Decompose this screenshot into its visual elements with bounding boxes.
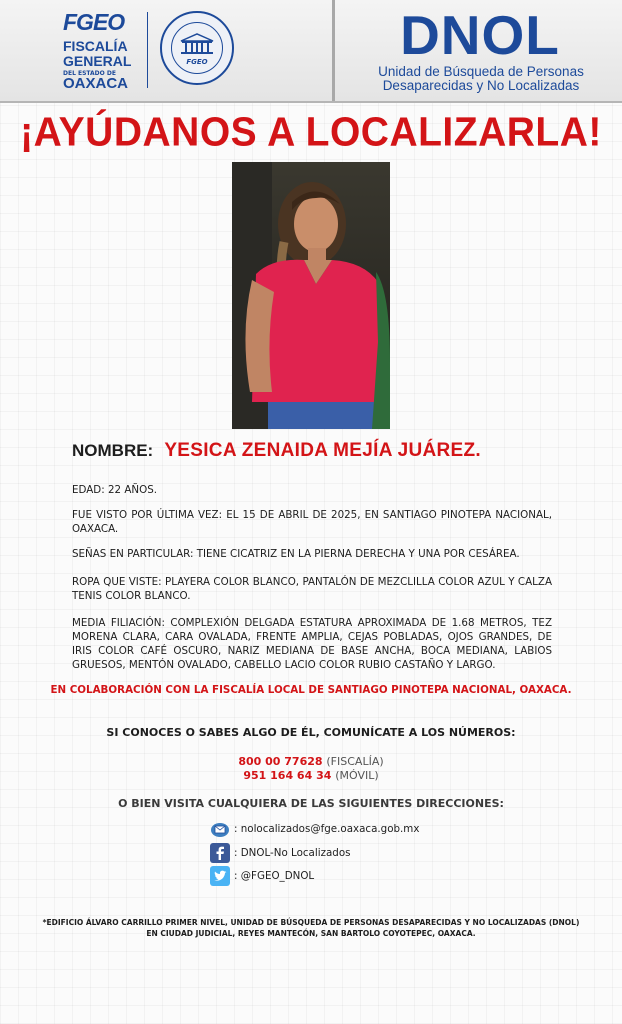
person-photo xyxy=(232,162,390,429)
phone-row-movil xyxy=(0,769,622,782)
fgeo-wordmark: FGEO xyxy=(63,9,125,35)
contact-twitter-row[interactable] xyxy=(210,865,314,887)
dnol-wordmark: DNOL xyxy=(400,4,560,66)
collaboration-note: EN COLABORACIÓN CON LA FISCALÍA LOCAL DE SANTIAGO PINOTEPA NACIONAL, OAXACA. xyxy=(50,684,572,696)
email-icon xyxy=(210,819,230,839)
header-banner xyxy=(0,0,622,103)
person-name: YESICA ZENAIDA MEJÍA JUÁREZ. xyxy=(164,440,481,461)
last-seen-text: FUE VISTO POR ÚLTIMA VEZ: EL 15 DE ABRIL DE 2025, EN SANTIAGO PINOTEPA NACIONAL, OAXACA. xyxy=(72,509,552,535)
name-label: NOMBRE: xyxy=(72,441,154,460)
building-icon xyxy=(179,33,215,55)
dnol-subtitle-line1: Unidad de Búsqueda de Personas xyxy=(378,64,584,79)
twitter-icon xyxy=(210,866,230,886)
clothing-text: ROPA QUE VISTE: PLAYERA COLOR BLANCO, PANTALÓN DE MEZCLILLA COLOR AZUL Y CALZA TENIS COLOR BLANCO. xyxy=(72,576,552,602)
footnote-line1: *EDIFICIO ÁLVARO CARRILLO PRIMER NIVEL, UNIDAD DE BÚSQUEDA DE PERSONAS DESAPARECIDAS Y NO LOCALIZADAS (DNOL) xyxy=(42,918,580,927)
visit-prompt: O BIEN VISITA CUALQUIERA DE LAS SIGUIENTES DIRECCIONES: xyxy=(118,797,504,810)
name-row xyxy=(72,440,481,462)
phone-label-fiscalia: (FISCALÍA) xyxy=(326,755,384,768)
dnol-subtitle-line2: Desaparecidas y No Localizadas xyxy=(382,78,580,93)
facebook-icon xyxy=(210,843,230,863)
person-photo-illustration xyxy=(232,162,390,429)
fiscalia-seal-icon xyxy=(160,11,234,85)
contact-facebook[interactable]: : DNOL-No Localizados xyxy=(234,847,351,859)
contact-email[interactable]: : nolocalizados@fge.oaxaca.gob.mx xyxy=(234,823,420,835)
contact-facebook-row[interactable] xyxy=(210,842,351,864)
footnote-line2: EN CIUDAD JUDICIAL, REYES MANTECÓN, SAN BARTOLO COYOTEPEC, OAXACA. xyxy=(146,929,476,938)
fgeo-line-oaxaca: OAXACA xyxy=(63,75,129,92)
contact-twitter[interactable]: : @FGEO_DNOL xyxy=(234,870,315,882)
logo-divider xyxy=(147,12,148,88)
fgeo-line-del-estado: DEL ESTADO DE xyxy=(63,70,116,77)
marks-text: SEÑAS EN PARTICULAR: TIENE CICATRIZ EN LA PIERNA DERECHA Y UNA POR CESÁREA. xyxy=(72,548,520,560)
fgeo-line-general: GENERAL xyxy=(63,53,132,69)
alert-title: ¡AYÚDANOS A LOCALIZARLA! xyxy=(20,109,602,156)
contact-email-row[interactable] xyxy=(210,818,419,840)
phone-row-fiscalia xyxy=(0,755,622,768)
seal-label: FGEO xyxy=(186,58,208,66)
phone-number-fiscalia[interactable]: 800 00 77628 xyxy=(238,755,323,768)
phone-number-movil[interactable]: 951 164 64 34 xyxy=(243,769,332,782)
contact-prompt: SI CONOCES O SABES ALGO DE ÉL, COMUNÍCATE A LOS NÚMEROS: xyxy=(106,726,516,739)
age-text: EDAD: 22 AÑOS. xyxy=(72,484,158,496)
address-footnote xyxy=(40,917,582,939)
description-text: MEDIA FILIACIÓN: COMPLEXIÓN DELGADA ESTATURA APROXIMADA DE 1.68 METROS, TEZ MORENA CLARA, CARA OVALADA, FRENTE AMPLIA, CEJAS POBLADAS, OJOS GRANDES, DE IRIS COLOR CAFÉ OSCURO, NARIZ MEDIANA DE BASE ANCHA, BOCA MEDIANA, LABIOS GRUESOS, MENTÓN OVALADO, CABELLO LACIO COLOR RUBIO CASTAÑO Y LARGO. xyxy=(72,617,552,671)
fgeo-line-fiscalia: FISCALÍA xyxy=(63,38,128,54)
header-bottom-border xyxy=(0,101,622,103)
phone-label-movil: (MÓVIL) xyxy=(335,769,379,782)
